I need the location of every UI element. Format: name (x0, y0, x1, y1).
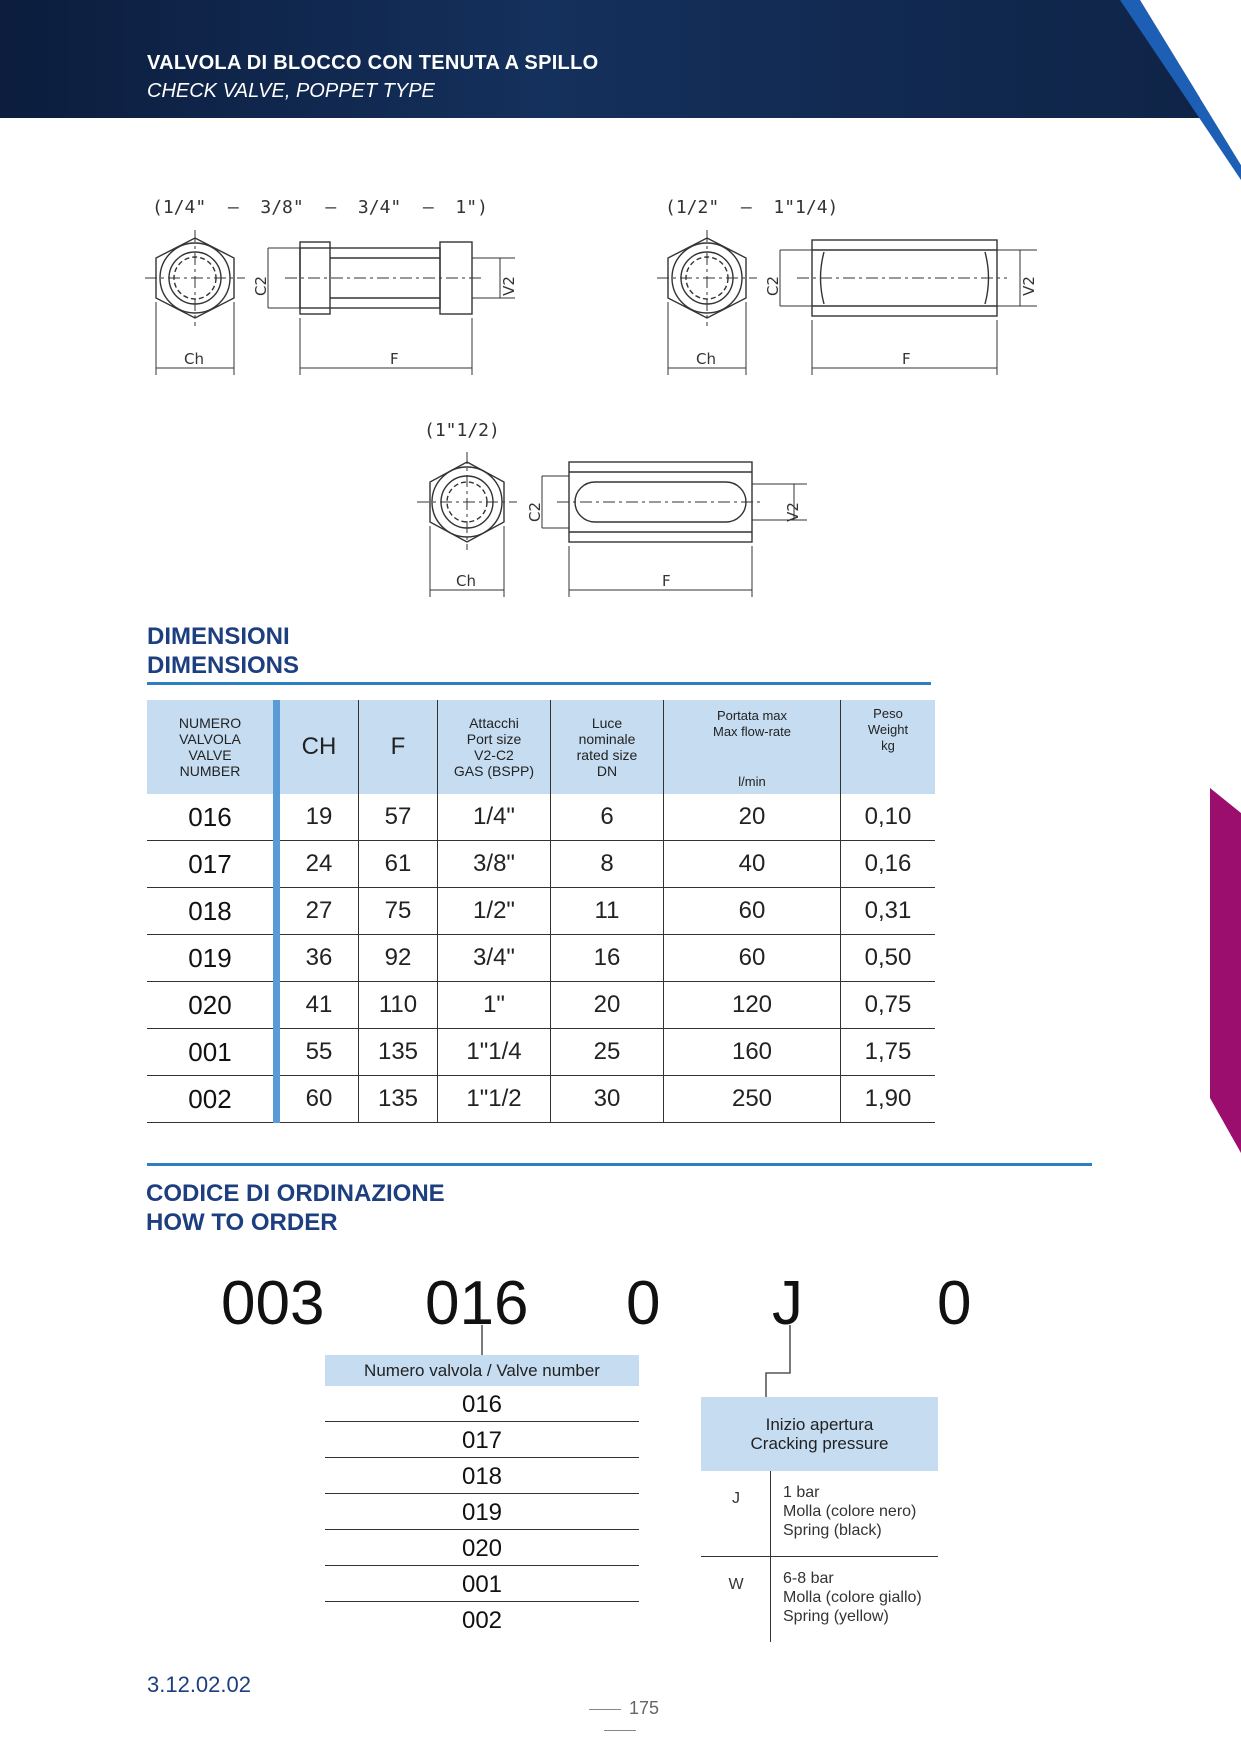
cell-port: 1/2" (438, 888, 551, 935)
cell-valve: 001 (147, 1029, 277, 1076)
cracking-code: W (728, 1576, 744, 1593)
valve-number-item: 017 (325, 1422, 639, 1458)
cracking-pressure-box (701, 1397, 938, 1642)
cell-dn: 25 (551, 1029, 664, 1076)
cell-f: 92 (359, 935, 438, 982)
drawing-3-sizes: (1"1/2) (424, 420, 500, 441)
v2-label: V2 (1020, 276, 1038, 296)
table-row (147, 794, 935, 841)
cell-port: 1"1/4 (438, 1029, 551, 1076)
f-label: F (390, 350, 399, 368)
cracking-divider (770, 1557, 771, 1642)
cell-flow: 40 (664, 841, 841, 888)
cracking-option (701, 1557, 938, 1642)
valve-number-item: 018 (325, 1458, 639, 1494)
valve-number-header: Numero valvola / Valve number (325, 1355, 639, 1386)
ch-label: Ch (184, 350, 204, 368)
c2-label: C2 (252, 275, 270, 297)
header-title-en: CHECK VALVE, POPPET TYPE (147, 80, 435, 102)
dimensions-title-it: DIMENSIONI (147, 623, 290, 650)
cell-flow: 60 (664, 935, 841, 982)
valve-number-item: 002 (461, 1607, 503, 1634)
cracking-description (783, 1483, 916, 1540)
cell-f: 135 (359, 1029, 438, 1076)
code-part-series: 003 (221, 1269, 325, 1338)
col-port-size: Attacchi Port size V2-C2 GAS (BSPP) (438, 700, 551, 794)
valve-number-item: 016 (325, 1386, 639, 1422)
table-row (147, 841, 935, 888)
cell-flow: 160 (664, 1029, 841, 1076)
col-f: F (359, 700, 438, 794)
code-part-option-1: 0 (626, 1269, 661, 1338)
cell-dn: 20 (551, 982, 664, 1029)
cell-ch: 41 (277, 982, 359, 1029)
code-part-option-2: 0 (937, 1269, 972, 1338)
cell-ch: 60 (277, 1076, 359, 1123)
col-ch: CH (277, 700, 359, 794)
drawing-1-sizes: (1/4" – 3/8" – 3/4" – 1") (152, 197, 488, 218)
valve-number-item: 020 (325, 1530, 639, 1566)
cracking-code: J (732, 1490, 740, 1507)
cell-f: 135 (359, 1076, 438, 1123)
cell-dn: 11 (551, 888, 664, 935)
order-heading (146, 1179, 445, 1237)
cell-port: 3/8" (438, 841, 551, 888)
valve-number-item: 019 (325, 1494, 639, 1530)
f-label: F (662, 572, 671, 590)
valve-drawing-type-2 (652, 230, 1072, 380)
col-weight: Peso Weight kg (841, 700, 936, 794)
dimensions-rule (147, 682, 931, 685)
cell-f: 61 (359, 841, 438, 888)
cell-dn: 16 (551, 935, 664, 982)
cell-port: 1/4" (438, 794, 551, 841)
cell-f: 110 (359, 982, 438, 1029)
cell-port: 1" (438, 982, 551, 1029)
table-row (147, 1029, 935, 1076)
cracking-description-line: Spring (black) (783, 1522, 882, 1539)
valve-number-list (325, 1355, 639, 1637)
cell-flow: 20 (664, 794, 841, 841)
col-flow-rate: Portata max Max flow-rate l/min (664, 700, 841, 794)
page-number: 175 (560, 1698, 680, 1740)
header-title-it: VALVOLA DI BLOCCO CON TENUTA A SPILLO (147, 52, 599, 74)
cell-dn: 8 (551, 841, 664, 888)
cracking-option (701, 1471, 938, 1556)
f-label: F (902, 350, 911, 368)
code-part-cracking: J (772, 1269, 803, 1338)
valve-drawing-type-1 (140, 230, 560, 380)
cell-flow: 120 (664, 982, 841, 1029)
dimensions-heading (147, 622, 299, 680)
cracking-divider (770, 1471, 771, 1556)
order-title-it: CODICE DI ORDINAZIONE (146, 1180, 445, 1207)
cracking-description-line: 1 bar (783, 1484, 820, 1501)
col-rated-size: Luce nominale rated size DN (551, 700, 664, 794)
side-section-tab (1210, 788, 1241, 1153)
valve-drawing-type-3 (412, 452, 812, 602)
v2-label: V2 (784, 502, 802, 522)
table-row (147, 982, 935, 1029)
cracking-description-line: Molla (colore nero) (783, 1503, 917, 1520)
valve-number-item: 001 (325, 1566, 639, 1602)
cracking-description-line: Spring (yellow) (783, 1608, 889, 1625)
cell-weight: 1,75 (841, 1029, 936, 1076)
cell-valve: 002 (147, 1076, 277, 1123)
order-rule (147, 1163, 1092, 1166)
document-code: 3.12.02.02 (147, 1672, 251, 1697)
cell-ch: 24 (277, 841, 359, 888)
dimensions-title-en: DIMENSIONS (147, 652, 300, 679)
cell-port: 3/4" (438, 935, 551, 982)
table-row (147, 935, 935, 982)
cell-ch: 36 (277, 935, 359, 982)
cell-f: 57 (359, 794, 438, 841)
cell-weight: 0,31 (841, 888, 936, 935)
table-row (147, 1076, 935, 1123)
cell-dn: 30 (551, 1076, 664, 1123)
table-row (147, 888, 935, 935)
cell-weight: 0,16 (841, 841, 936, 888)
cell-weight: 0,50 (841, 935, 936, 982)
drawing-2-sizes: (1/2" – 1"1/4) (665, 197, 839, 218)
cell-f: 75 (359, 888, 438, 935)
cell-valve: 019 (147, 935, 277, 982)
cell-port: 1"1/2 (438, 1076, 551, 1123)
cell-valve: 018 (147, 888, 277, 935)
ch-label: Ch (696, 350, 716, 368)
v2-label: V2 (500, 276, 518, 296)
cell-ch: 55 (277, 1029, 359, 1076)
ch-label: Ch (456, 572, 476, 590)
c2-label: C2 (764, 275, 782, 297)
cracking-description-line: 6-8 bar (783, 1570, 834, 1587)
cell-valve: 016 (147, 794, 277, 841)
c2-label: C2 (526, 501, 544, 523)
cracking-pressure-header: Inizio apertura Cracking pressure (701, 1397, 938, 1471)
cell-valve: 017 (147, 841, 277, 888)
cracking-description (783, 1569, 922, 1626)
cell-ch: 27 (277, 888, 359, 935)
cell-ch: 19 (277, 794, 359, 841)
cell-dn: 6 (551, 794, 664, 841)
code-part-valve-number: 016 (425, 1269, 529, 1338)
cell-weight: 0,10 (841, 794, 936, 841)
cell-weight: 1,90 (841, 1076, 936, 1123)
dimensions-table (147, 700, 935, 1123)
cell-flow: 250 (664, 1076, 841, 1123)
table-header-row (147, 700, 935, 794)
cracking-description-line: Molla (colore giallo) (783, 1589, 922, 1606)
col-valve-number: NUMERO VALVOLA VALVE NUMBER (147, 700, 277, 794)
order-title-en: HOW TO ORDER (146, 1209, 338, 1236)
cell-valve: 020 (147, 982, 277, 1029)
cell-flow: 60 (664, 888, 841, 935)
cell-weight: 0,75 (841, 982, 936, 1029)
